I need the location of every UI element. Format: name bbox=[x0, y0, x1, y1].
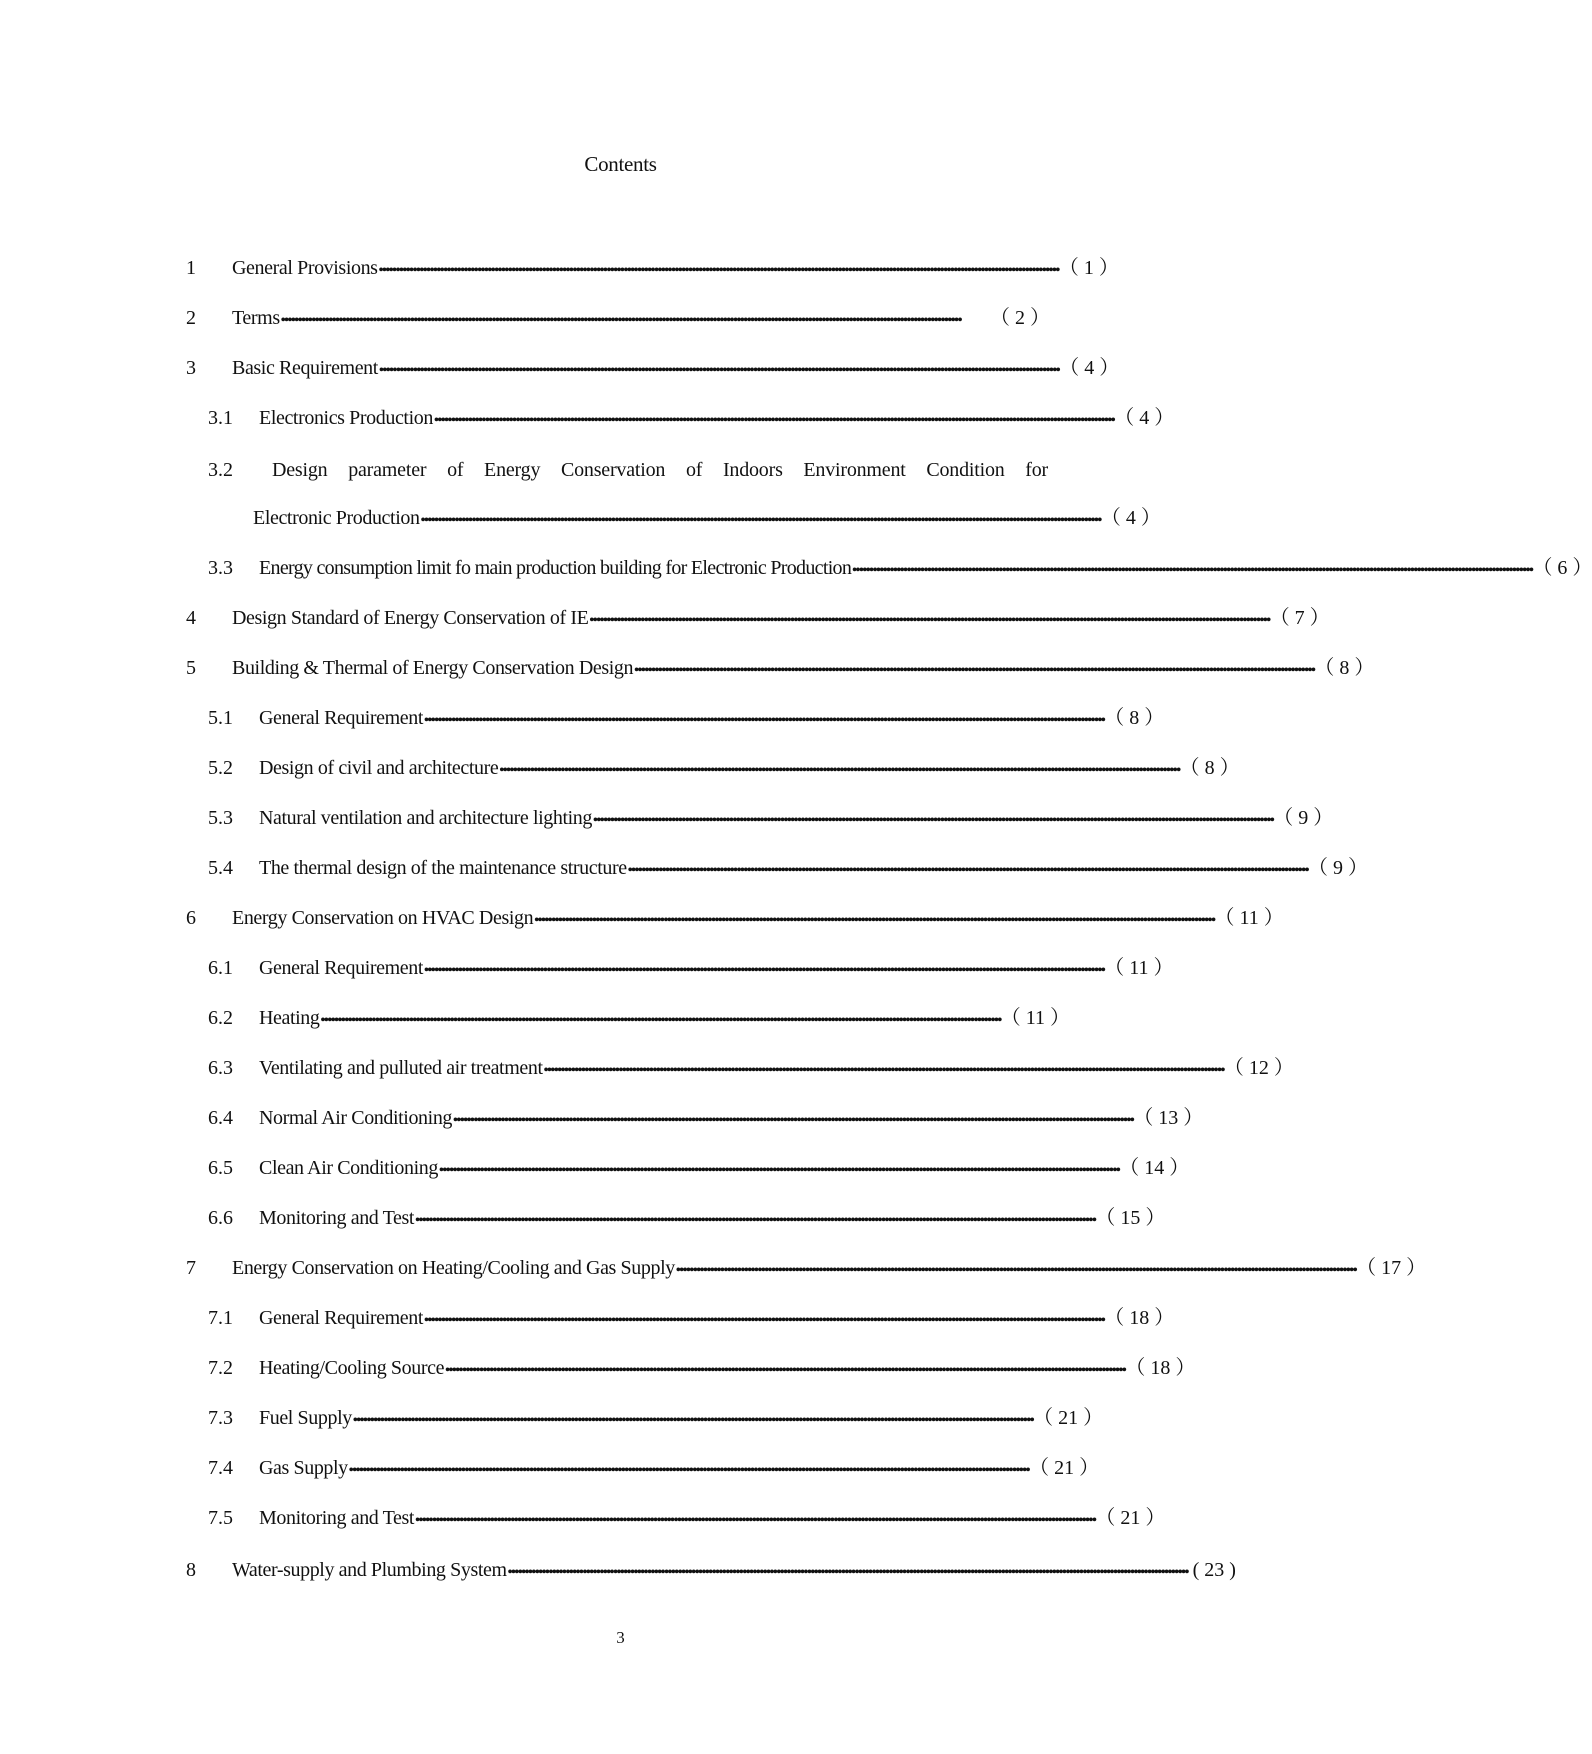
toc-entry[interactable] bbox=[0, 1453, 1241, 1483]
toc-entry-label: Water-supply and Plumbing System bbox=[232, 1559, 507, 1581]
toc-entry[interactable] bbox=[0, 953, 1241, 983]
leader-dots: •••••••••••••••••••••••••••••••••••••••••••••••••••••••••••••••••••••••••••••••••••••••••••••••••••••••••••••••••••••••••••••••••••••••••••••••••••••••••••••••••••••••••••••••••••••••••••••••••••••••• bbox=[433, 413, 1115, 428]
toc-entry-number: 7.4 bbox=[208, 1457, 233, 1479]
toc-entry-label: Building & Thermal of Energy Conservation Design bbox=[232, 657, 634, 679]
toc-entry-number: 7.5 bbox=[208, 1507, 233, 1529]
toc-entry-label-line1: Design parameter of Energy Conservation of Indoors Environment Condition for bbox=[272, 459, 1048, 481]
toc-entry-label: Basic Requirement bbox=[232, 357, 378, 379]
toc-entry[interactable] bbox=[0, 1203, 1241, 1233]
toc-entry-page: （ 9 ） bbox=[1273, 807, 1334, 829]
page-number: 3 bbox=[616, 1628, 625, 1647]
leader-dots: •••••••••••••••••••••••••••••••••••••••••••••••••••••••••••••••••••••••••••••••••••••••••••••••••••••••••••••••••••••••••••••••••••••••••••••••••••••••••••••••••••••••••••••••••••••••••••••••••••••••• bbox=[593, 813, 1274, 828]
leader-dots: •••••••••••••••••••••••••••••••••••••••••••••••••••••••••••••••••••••••••••••••••••••••••••••••••••••••••••••••••••••••••••••••••••••••••••••••••••••••••••••••••••••••••••••••••••••••••••••••••••••••• bbox=[852, 563, 1533, 578]
toc-entry-label: Natural ventilation and architecture lighting bbox=[259, 807, 592, 829]
toc-entry-label: Monitoring and Test bbox=[259, 1507, 415, 1529]
toc-entry-page: （ 4 ） bbox=[1059, 357, 1120, 379]
toc-entry-number: 3.2 bbox=[208, 459, 233, 481]
leader-dots: •••••••••••••••••••••••••••••••••••••••••••••••••••••••••••••••••••••••••••••••••••••••••••••••••••••••••••••••••••••••••••••••••••••••••••••••••••••••••••••••••••••••••••••••••••••••••••••••••••••••• bbox=[424, 963, 1105, 978]
toc-entry-label: Ventilating and pulluted air treatment bbox=[259, 1057, 543, 1079]
toc-entry[interactable] bbox=[0, 455, 1241, 485]
toc-entry-label: The thermal design of the maintenance structure bbox=[259, 857, 627, 879]
toc-entry-label: Energy Conservation on HVAC Design bbox=[232, 907, 534, 929]
toc-entry-label: Energy Conservation on Heating/Cooling and Gas Supply bbox=[232, 1257, 675, 1279]
leader-dots: •••••••••••••••••••••••••••••••••••••••••••••••••••••••••••••••••••••••••••••••••••••••••••••••••••••••••••••••••••••••••••••••••••••••••••••••••••••••••••••••••••••••••••••••••••••••••••••••••••••••• bbox=[424, 713, 1105, 728]
toc-entry-number: 5.3 bbox=[208, 807, 233, 829]
toc-entry[interactable] bbox=[0, 1555, 1241, 1585]
toc-entry-label: Heating/Cooling Source bbox=[259, 1357, 445, 1379]
toc-entry-page: （ 18 ） bbox=[1104, 1307, 1175, 1329]
toc-entry-label: General Requirement bbox=[259, 1307, 423, 1329]
toc-entry-number: 5.4 bbox=[208, 857, 233, 879]
toc-entry-number: 8 bbox=[186, 1559, 196, 1581]
toc-entry-page: （ 13 ） bbox=[1133, 1107, 1204, 1129]
toc-entry-page: （ 14 ） bbox=[1119, 1157, 1190, 1179]
toc-entry-page: （ 4 ） bbox=[1100, 507, 1161, 529]
leader-dots: •••••••••••••••••••••••••••••••••••••••••••••••••••••••••••••••••••••••••••••••••••••••••••••••••••••••••••••••••••••••••••••••••••••••••••••••••••••••••••••••••••••••••••••••••••••••••••••••••••••••• bbox=[352, 1413, 1034, 1428]
toc-entry-label: General Provisions bbox=[232, 257, 378, 279]
toc-entry[interactable] bbox=[0, 1253, 1427, 1283]
leader-dots: •••••••••••••••••••••••••••••••••••••••••••••••••••••••••••••••••••••••••••••••••••••••••••••••••••••••••••••••••••••••••••••••••••••••••••••••••••••••••••••••••••••••••••••••••••••••••••••••••••••••• bbox=[378, 363, 1060, 378]
toc-entry-page: （ 11 ） bbox=[1104, 957, 1174, 979]
toc-entry-page: （ 11 ） bbox=[1000, 1007, 1071, 1029]
toc-entry-page: （ 11 ） bbox=[1214, 907, 1284, 929]
toc-entry-page: ( 23 ) bbox=[1192, 1559, 1236, 1581]
toc-entry-label: Heating bbox=[259, 1007, 320, 1029]
toc-entry-number: 1 bbox=[186, 257, 196, 279]
leader-dots: •••••••••••••••••••••••••••••••••••••••••••••••••••••••••••••••••••••••••••••••••••••••••••••••••••••••••••••••••••••••••••••••••••••••••••••••••••••••••••••••••••••••••••••••••••••••••••••••••••••••• bbox=[415, 1513, 1096, 1528]
toc-entry-label: Monitoring and Test bbox=[259, 1207, 415, 1229]
leader-dots: •••••••••••••••••••••••••••••••••••••••••••••••••••••••••••••••••••••••••••••••••••••••••••••••••••••••••••••••••••••••••••••••••••••••••••••••••••••••••••••••••••••••••••••••••••••••••••••••••••••••• bbox=[378, 263, 1059, 278]
toc-entry[interactable] bbox=[0, 1053, 1294, 1083]
toc-entry-number: 7.2 bbox=[208, 1357, 233, 1379]
toc-entry-number: 6.3 bbox=[208, 1057, 233, 1079]
toc-entry-page: （ 8 ） bbox=[1179, 757, 1240, 779]
toc-entry[interactable] bbox=[0, 803, 1334, 833]
toc-entry-number: 6 bbox=[186, 907, 196, 929]
leader-dots: •••••••••••••••••••••••••••••••••••••••••••••••••••••••••••••••••••••••••••••••••••••••••••••••••••••••••••••••••••••••••••••••••••••••••••••••••••••••••••••••••••••••••••••••••••••••••••••••••••••••• bbox=[627, 863, 1308, 878]
toc-entry-number: 3.1 bbox=[208, 407, 233, 429]
toc-entry[interactable] bbox=[0, 753, 1241, 783]
toc-entry-number: 7.1 bbox=[208, 1307, 233, 1329]
toc-entry-number: 7 bbox=[186, 1257, 196, 1279]
toc-entry[interactable] bbox=[0, 1003, 1241, 1033]
leader-dots: •••••••••••••••••••••••••••••••••••••••••••••••••••••••••••••••••••••••••••••••••••••••••••••••••••••••••••••••••••••••••••••••••••••••••••••••••••••••••••••••••••••••••••••••••••••••••••••••••••••••• bbox=[543, 1063, 1224, 1078]
toc-entry[interactable] bbox=[0, 253, 1241, 283]
leader-dots: •••••••••••••••••••••••••••••••••••••••••••••••••••••••••••••••••••••••••••••••••••••••••••••••••••••••••••••••••••••••••••••••••••••••••••••••••••••••••••••••••••••••••••••••••••••••••••••••••••••••• bbox=[320, 1013, 1001, 1028]
toc-entry[interactable] bbox=[0, 1303, 1241, 1333]
toc-entry-label: General Requirement bbox=[259, 707, 423, 729]
toc-entry-label-line2: Electronic Production bbox=[253, 507, 420, 529]
toc-entry-number: 7.3 bbox=[208, 1407, 233, 1429]
toc-entry-page: （ 17 ） bbox=[1356, 1257, 1427, 1279]
toc-entry-page: （ 21 ） bbox=[1029, 1457, 1100, 1479]
toc-entry-page: （ 9 ） bbox=[1308, 857, 1368, 879]
toc-entry-page: （ 4 ） bbox=[1114, 407, 1175, 429]
toc-entry-page: （ 21 ） bbox=[1033, 1407, 1104, 1429]
toc-entry-number: 5.2 bbox=[208, 757, 233, 779]
toc-entry[interactable] bbox=[0, 353, 1241, 383]
toc-entry[interactable] bbox=[0, 403, 1241, 433]
toc-entry-number: 6.1 bbox=[208, 957, 233, 979]
toc-entry-number: 5 bbox=[186, 657, 196, 679]
toc-entry-page: （ 12 ） bbox=[1223, 1057, 1294, 1079]
leader-dots: •••••••••••••••••••••••••••••••••••••••••••••••••••••••••••••••••••••••••••••••••••••••••••••••••••••••••••••••••••••••••••••••••••••••••••••••••••••••••••••••••••••••••••••••••••••••••••••••••••••••• bbox=[420, 513, 1101, 528]
toc-entry-label: Gas Supply bbox=[259, 1457, 348, 1479]
toc-entry-number: 5.1 bbox=[208, 707, 233, 729]
toc-entry-label: Electronics Production bbox=[259, 407, 433, 429]
toc-entry-page: （ 6 ） bbox=[1532, 557, 1592, 579]
toc-entry[interactable] bbox=[0, 303, 1241, 333]
toc-entry[interactable] bbox=[0, 703, 1241, 733]
toc-entry-label: Terms bbox=[232, 307, 280, 329]
toc-entry-label: Design Standard of Energy Conservation of IE bbox=[232, 607, 589, 629]
toc-entry[interactable] bbox=[0, 1153, 1241, 1183]
toc-entry-page: （ 15 ） bbox=[1095, 1207, 1166, 1229]
toc-entry[interactable] bbox=[0, 853, 1368, 883]
toc-entry-page: （ 21 ） bbox=[1095, 1507, 1166, 1529]
toc-entry-label: Design of civil and architecture bbox=[259, 757, 499, 779]
leader-dots: •••••••••••••••••••••••••••••••••••••••••••••••••••••••••••••••••••••••••••••••••••••••••••••••••••••••••••••••••••••••••••••••••••••••••••••••••••••••••••••••••••••••••••••••••••••••••••••••••••••••• bbox=[675, 1263, 1357, 1278]
toc-entry[interactable] bbox=[0, 903, 1284, 933]
toc-entry-number: 6.4 bbox=[208, 1107, 233, 1129]
toc-entry-page: （ 18 ） bbox=[1125, 1357, 1196, 1379]
leader-dots: •••••••••••••••••••••••••••••••••••••••••••••••••••••••••••••••••••••••••••••••••••••••••••••••••••••••••••••••••••••••••••••••••••••••••••••••••••••••••••••••••••••••••••••••••••••••••••••••••••••••• bbox=[499, 763, 1180, 778]
leader-dots: •••••••••••••••••••••••••••••••••••••••••••••••••••••••••••••••••••••••••••••••••••••••••••••••••••••••••••••••••••••••••••••••••••••••••••••••••••••••••••••••••••••••••••••••••••••••••••••••••••••••• bbox=[280, 313, 961, 328]
toc-entry[interactable] bbox=[0, 553, 1592, 583]
leader-dots: •••••••••••••••••••••••••••••••••••••••••••••••••••••••••••••••••••••••••••••••••••••••••••••••••••••••••••••••••••••••••••••••••••••••••••••••••••••••••••••••••••••••••••••••••••••••••••••••••••••••• bbox=[424, 1313, 1105, 1328]
leader-dots: •••••••••••••••••••••••••••••••••••••••••••••••••••••••••••••••••••••••••••••••••••••••••••••••••••••••••••••••••••••••••••••••••••••••••••••••••••••••••••••••••••••••••••••••••••••••••••••••••••••••• bbox=[634, 663, 1315, 678]
leader-dots: •••••••••••••••••••••••••••••••••••••••••••••••••••••••••••••••••••••••••••••••••••••••••••••••••••••••••••••••••••••••••••••••••••••••••••••••••••••••••••••••••••••••••••••••••••••••••••••••••••••••• bbox=[589, 613, 1270, 628]
leader-dots: •••••••••••••••••••••••••••••••••••••••••••••••••••••••••••••••••••••••••••••••••••••••••••••••••••••••••••••••••••••••••••••••••••••••••••••••••••••••••••••••••••••••••••••••••••••••••••••••••••••••• bbox=[348, 1463, 1030, 1478]
toc-entry-number: 6.2 bbox=[208, 1007, 233, 1029]
toc-entry-page: （ 7 ） bbox=[1269, 607, 1330, 629]
toc-entry-label: Normal Air Conditioning bbox=[259, 1107, 453, 1129]
toc-entry[interactable] bbox=[0, 603, 1330, 633]
leader-dots: •••••••••••••••••••••••••••••••••••••••••••••••••••••••••••••••••••••••••••••••••••••••••••••••••••••••••••••••••••••••••••••••••••••••••••••••••••••••••••••••••••••••••••••••••••••••••••••••••••••••• bbox=[415, 1213, 1096, 1228]
toc-entry-number: 6.5 bbox=[208, 1157, 233, 1179]
toc-entry[interactable] bbox=[0, 1503, 1241, 1533]
leader-dots: •••••••••••••••••••••••••••••••••••••••••••••••••••••••••••••••••••••••••••••••••••••••••••••••••••••••••••••••••••••••••••••••••••••••••••••••••••••••••••••••••••••••••••••••••••••••••••••••••••••••• bbox=[507, 1565, 1188, 1580]
toc-entry-label: Fuel Supply bbox=[259, 1407, 352, 1429]
toc-entry[interactable] bbox=[0, 1103, 1241, 1133]
toc-entry[interactable] bbox=[0, 1403, 1241, 1433]
leader-dots: •••••••••••••••••••••••••••••••••••••••••••••••••••••••••••••••••••••••••••••••••••••••••••••••••••••••••••••••••••••••••••••••••••••••••••••••••••••••••••••••••••••••••••••••••••••••••••••••••••••••• bbox=[534, 913, 1215, 928]
toc-entry-number: 4 bbox=[186, 607, 196, 629]
toc-entry-page: （ 2 ） bbox=[990, 307, 1050, 329]
leader-dots: •••••••••••••••••••••••••••••••••••••••••••••••••••••••••••••••••••••••••••••••••••••••••••••••••••••••••••••••••••••••••••••••••••••••••••••••••••••••••••••••••••••••••••••••••••••••••••••••••••••••• bbox=[445, 1363, 1126, 1378]
leader-dots: •••••••••••••••••••••••••••••••••••••••••••••••••••••••••••••••••••••••••••••••••••••••••••••••••••••••••••••••••••••••••••••••••••••••••••••••••••••••••••••••••••••••••••••••••••••••••••••••••••••••• bbox=[453, 1113, 1134, 1128]
toc-entry[interactable] bbox=[0, 653, 1375, 683]
toc-entry-label: General Requirement bbox=[259, 957, 423, 979]
leader-dots: •••••••••••••••••••••••••••••••••••••••••••••••••••••••••••••••••••••••••••••••••••••••••••••••••••••••••••••••••••••••••••••••••••••••••••••••••••••••••••••••••••••••••••••••••••••••••••••••••••••••• bbox=[438, 1163, 1120, 1178]
toc-entry-number: 3.3 bbox=[208, 557, 233, 579]
toc-entry-label: Clean Air Conditioning bbox=[259, 1157, 438, 1179]
toc-entry-page: （ 8 ） bbox=[1314, 657, 1375, 679]
toc-entry-label: Energy consumption limit fo main production building for Electronic Production bbox=[259, 557, 852, 579]
toc-entry-number: 6.6 bbox=[208, 1207, 233, 1229]
toc-entry-page: （ 1 ） bbox=[1058, 257, 1119, 279]
toc-title: Contents bbox=[584, 152, 657, 176]
toc-entry[interactable] bbox=[0, 1353, 1241, 1383]
toc-entry-page: （ 8 ） bbox=[1104, 707, 1165, 729]
toc-entry-number: 2 bbox=[186, 307, 196, 329]
toc-entry-number: 3 bbox=[186, 357, 196, 379]
toc-entry-continuation[interactable] bbox=[0, 503, 1241, 533]
